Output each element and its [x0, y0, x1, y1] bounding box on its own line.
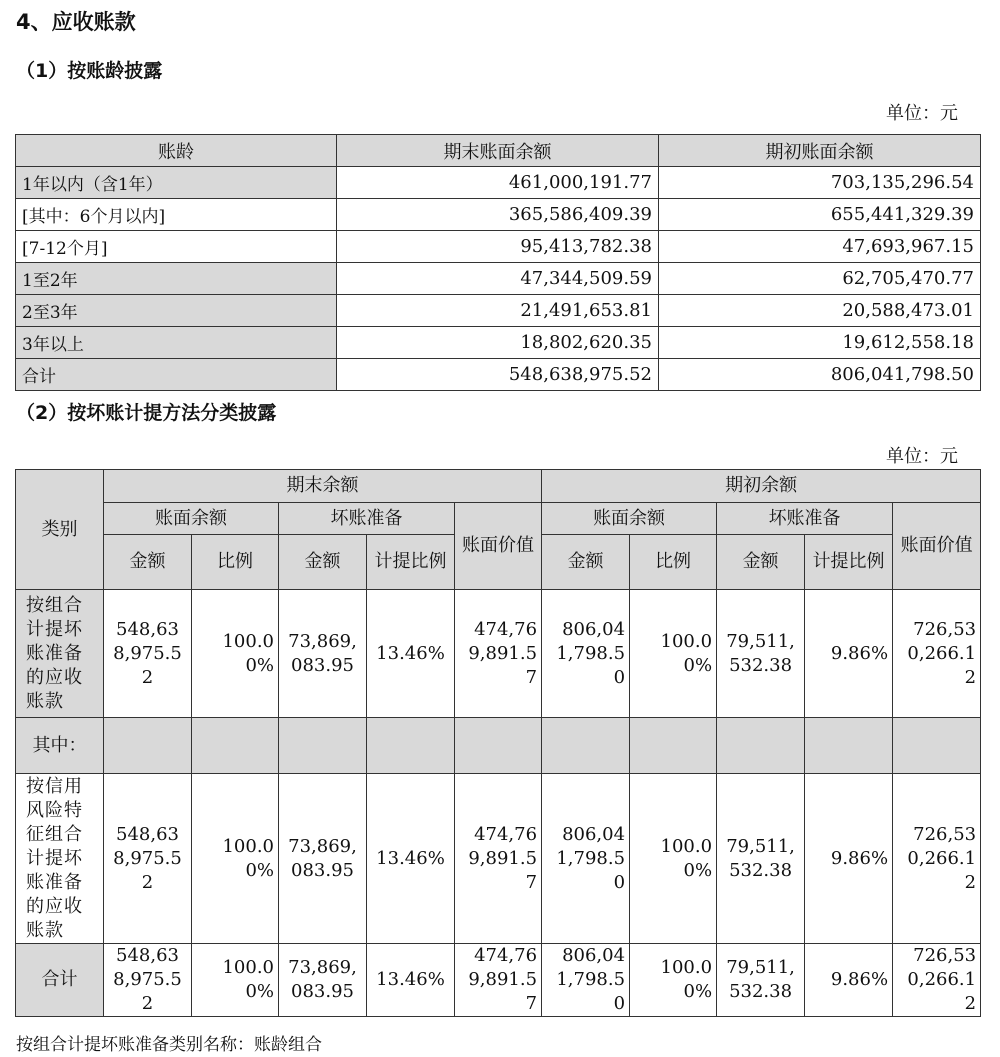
table-row-total — [16, 359, 981, 391]
end-value: 21,491,653.81 — [337, 295, 659, 327]
table-row-subheading — [16, 718, 981, 774]
begin-provision-ratio: 9.86% — [805, 774, 893, 944]
header-begin-balance: 期初账面余额 — [659, 135, 981, 167]
end-bad-debt-amount: 73,869,083.95 — [279, 774, 367, 944]
table-row — [16, 327, 981, 359]
begin-balance-amount: 806,041,798.50 — [542, 774, 630, 944]
header-amount: 金额 — [717, 535, 805, 590]
header-row-1 — [16, 470, 981, 503]
row-label: [其中：6个月以内] — [16, 199, 337, 231]
unit-label-2: 单位：元 — [886, 446, 958, 467]
begin-value: 47,693,967.15 — [659, 231, 981, 263]
end-book-value: 474,769,891.57 — [455, 944, 542, 1017]
end-balance-amount: 548,638,975.52 — [104, 590, 192, 718]
end-value: 47,344,509.59 — [337, 263, 659, 295]
begin-balance-ratio: 100.00% — [630, 944, 717, 1017]
begin-value: 806,041,798.50 — [659, 359, 981, 391]
begin-value: 20,588,473.01 — [659, 295, 981, 327]
header-ratio: 比例 — [630, 535, 717, 590]
row-label: 按组合计提坏账准备的应收账款 — [16, 590, 104, 718]
end-value: 548,638,975.52 — [337, 359, 659, 391]
end-book-value: 474,769,891.57 — [455, 590, 542, 718]
begin-value: 62,705,470.77 — [659, 263, 981, 295]
table-row — [16, 590, 981, 718]
begin-balance-ratio: 100.00% — [630, 774, 717, 944]
row-label: 合计 — [16, 359, 337, 391]
begin-value: 703,135,296.54 — [659, 167, 981, 199]
header-end-balance: 期末账面余额 — [337, 135, 659, 167]
header-bad-debt: 坏账准备 — [717, 503, 893, 535]
begin-bad-debt-amount: 79,511,532.38 — [717, 774, 805, 944]
section-title: 4、应收账款 — [16, 10, 136, 34]
end-balance-ratio: 100.00% — [192, 774, 279, 944]
end-balance-amount: 548,638,975.52 — [104, 774, 192, 944]
header-book-balance: 账面余额 — [104, 503, 279, 535]
header-category: 类别 — [16, 470, 104, 590]
subsection-title-bad-debt: （2）按坏账计提方法分类披露 — [16, 402, 277, 424]
begin-provision-ratio: 9.86% — [805, 944, 893, 1017]
row-label: 1年以内（含1年） — [16, 167, 337, 199]
aging-table — [15, 134, 981, 391]
table-header-row — [16, 135, 981, 167]
header-aging: 账龄 — [16, 135, 337, 167]
table-row — [16, 774, 981, 944]
table-row — [16, 167, 981, 199]
header-book-value: 账面价值 — [455, 503, 542, 590]
end-value: 95,413,782.38 — [337, 231, 659, 263]
table-row — [16, 231, 981, 263]
row-label: 3年以上 — [16, 327, 337, 359]
begin-balance-amount: 806,041,798.50 — [542, 944, 630, 1017]
end-bad-debt-amount: 73,869,083.95 — [279, 944, 367, 1017]
subsection-title-aging: （1）按账龄披露 — [16, 60, 163, 82]
header-bad-debt: 坏账准备 — [279, 503, 455, 535]
begin-bad-debt-amount: 79,511,532.38 — [717, 944, 805, 1017]
end-balance-amount: 548,638,975.52 — [104, 944, 192, 1017]
begin-value: 655,441,329.39 — [659, 199, 981, 231]
table-row — [16, 199, 981, 231]
end-value: 18,802,620.35 — [337, 327, 659, 359]
end-provision-ratio: 13.46% — [367, 590, 455, 718]
header-period-begin: 期初余额 — [542, 470, 981, 503]
begin-balance-ratio: 100.00% — [630, 590, 717, 718]
unit-label: 单位：元 — [886, 103, 958, 124]
end-balance-ratio: 100.00% — [192, 590, 279, 718]
table-row-total — [16, 944, 981, 1017]
begin-value: 19,612,558.18 — [659, 327, 981, 359]
row-label: 合计 — [16, 944, 104, 1017]
row-label: [7-12个月] — [16, 231, 337, 263]
end-provision-ratio: 13.46% — [367, 774, 455, 944]
row-label: 1至2年 — [16, 263, 337, 295]
begin-book-value: 726,530,266.12 — [893, 590, 981, 718]
header-ratio: 比例 — [192, 535, 279, 590]
header-book-balance: 账面余额 — [542, 503, 717, 535]
begin-balance-amount: 806,041,798.50 — [542, 590, 630, 718]
header-amount: 金额 — [104, 535, 192, 590]
end-bad-debt-amount: 73,869,083.95 — [279, 590, 367, 718]
header-period-end: 期末余额 — [104, 470, 542, 503]
table-row — [16, 263, 981, 295]
begin-bad-debt-amount: 79,511,532.38 — [717, 590, 805, 718]
header-amount: 金额 — [279, 535, 367, 590]
header-book-value: 账面价值 — [893, 503, 981, 590]
header-provision-ratio: 计提比例 — [805, 535, 893, 590]
row-label: 2至3年 — [16, 295, 337, 327]
begin-provision-ratio: 9.86% — [805, 590, 893, 718]
begin-book-value: 726,530,266.12 — [893, 774, 981, 944]
end-value: 365,586,409.39 — [337, 199, 659, 231]
begin-book-value: 726,530,266.12 — [893, 944, 981, 1017]
bad-debt-table — [15, 469, 981, 1017]
header-amount: 金额 — [542, 535, 630, 590]
end-book-value: 474,769,891.57 — [455, 774, 542, 944]
header-provision-ratio: 计提比例 — [367, 535, 455, 590]
footnote: 按组合计提坏账准备类别名称：账龄组合 — [16, 1035, 322, 1055]
table-row — [16, 295, 981, 327]
row-label: 其中： — [16, 718, 104, 774]
end-value: 461,000,191.77 — [337, 167, 659, 199]
row-label: 按信用风险特征组合计提坏账准备的应收账款 — [16, 774, 104, 944]
header-row-2 — [16, 503, 981, 535]
end-provision-ratio: 13.46% — [367, 944, 455, 1017]
end-balance-ratio: 100.00% — [192, 944, 279, 1017]
